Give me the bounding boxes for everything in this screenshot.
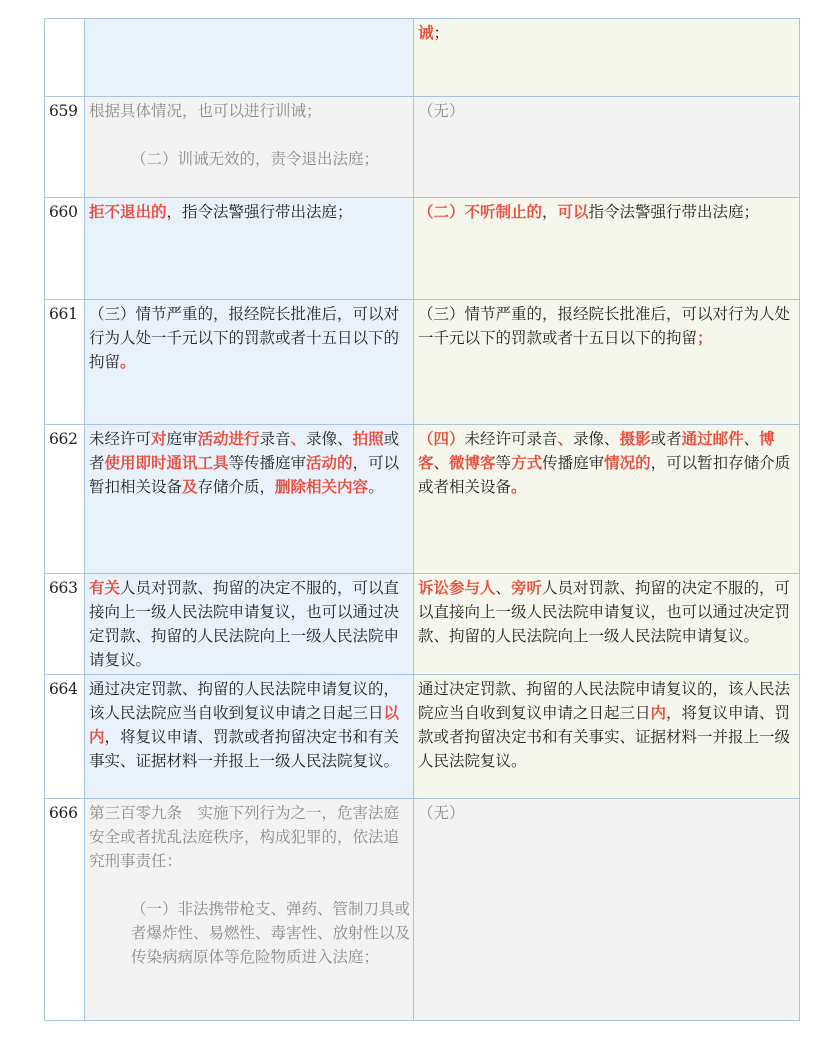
right-cell <box>414 19 800 97</box>
row-number: 660 <box>45 198 85 300</box>
row-number: 666 <box>45 799 85 1021</box>
text-run: 人员对罚款、拘留的决定不服的，可以直接向上一级人民法院申请复议，也可以通过决定罚款、拘留的人民法院向上一级人民法院申请复议。 <box>418 579 791 645</box>
left-cell <box>85 799 414 1021</box>
table-row <box>45 675 800 799</box>
left-cell <box>85 574 414 675</box>
row-number <box>45 19 85 97</box>
cell-paragraph <box>418 302 796 350</box>
text-run: 摄影 <box>619 429 651 448</box>
table-row <box>45 574 800 675</box>
indented-text: （二）训诫无效的，责令退出法庭； <box>131 150 380 168</box>
text-run: 庭审 <box>166 430 198 448</box>
text-run: 、 <box>433 454 450 472</box>
cell-paragraph <box>418 677 796 773</box>
text-run: ，指令法警强行带出法庭； <box>166 203 353 221</box>
text-run: 传播庭审 <box>542 454 605 472</box>
text-run: 等 <box>495 454 512 472</box>
row-number: 659 <box>45 97 85 198</box>
text-run: 对 <box>151 429 167 448</box>
text-run: 使用即时通讯工具 <box>104 453 229 472</box>
text-run: 拒不退出的 <box>89 202 167 221</box>
row-number: 664 <box>45 675 85 799</box>
text-run: ， <box>542 203 558 221</box>
right-cell <box>414 97 800 198</box>
text-run: 活动的 <box>306 453 353 472</box>
left-cell <box>85 675 414 799</box>
text-run: （二）不听制止的 <box>418 202 543 221</box>
text-run: 删除相关内容 <box>275 477 369 496</box>
text-run: 通过决定罚款、拘留的人民法院申请复议的，该人民法院应当自收到复议申请之日起三日 <box>89 680 400 722</box>
text-run: 以内 <box>89 703 400 746</box>
text-run: 通过决定罚款、拘留的人民法院申请复议的，该人民法院应当自收到复议申请之日起三日 <box>418 680 791 722</box>
table-row <box>45 425 800 574</box>
text-run: （三）情节严重的，报经院长批准后，可以对行为人处一千元以下的罚款或者十五日以下的拘留 <box>89 305 400 371</box>
left-cell <box>85 300 414 425</box>
text-run: 未经许可 <box>89 430 152 448</box>
comparison-table <box>44 18 800 1021</box>
table-row <box>45 19 800 97</box>
text-run: 微博客 <box>449 453 496 472</box>
text-run: 。 <box>511 477 527 496</box>
text-run: 、 <box>290 429 307 448</box>
text-run: 可以 <box>557 202 589 221</box>
text-run: 、 <box>495 579 512 597</box>
cell-paragraph: （无） <box>418 804 465 822</box>
text-run: （四） <box>418 429 465 448</box>
left-cell <box>85 97 414 198</box>
text-run: 及 <box>182 477 198 496</box>
left-cell <box>85 19 414 97</box>
row-number: 662 <box>45 425 85 574</box>
cell-paragraph <box>418 427 796 499</box>
left-cell <box>85 198 414 300</box>
text-run: 方式 <box>511 453 543 472</box>
text-run: 诫 <box>418 23 434 42</box>
text-run: 未经许可录音 <box>464 430 558 448</box>
right-cell <box>414 198 800 300</box>
text-run: 录像、 <box>306 430 353 448</box>
right-cell <box>414 574 800 675</box>
cell-paragraph: 根据具体情况，也可以进行训诫； <box>89 102 322 120</box>
text-run: ； <box>697 328 713 347</box>
cell-paragraph <box>89 147 410 171</box>
text-run: 、 <box>557 429 574 448</box>
text-run: 有关 <box>89 578 121 597</box>
text-run: 等传播庭审 <box>228 454 307 472</box>
cell-paragraph <box>418 21 796 45</box>
indented-text: （一）非法携带枪支、弹药、管制刀具或者爆炸性、易燃性、毒害性、放射性以及传染病病原体等危险物质进入法庭； <box>131 900 411 966</box>
right-cell <box>414 300 800 425</box>
cell-paragraph <box>89 302 410 374</box>
right-cell <box>414 675 800 799</box>
text-run: 。 <box>120 352 136 371</box>
text-run: 旁听 <box>511 578 543 597</box>
text-run: ，将复议申请、罚款或者拘留决定书和有关事实、证据材料一并报上一级人民法院复议。 <box>89 728 400 770</box>
cell-paragraph <box>89 200 410 224</box>
right-cell <box>414 425 800 574</box>
row-number: 663 <box>45 574 85 675</box>
text-run: 、 <box>743 430 760 448</box>
cell-paragraph <box>89 427 410 499</box>
cell-paragraph <box>89 576 410 672</box>
table-row <box>45 97 800 198</box>
text-run: 指令法警强行带出法庭； <box>588 203 760 221</box>
cell-paragraph: （无） <box>418 102 465 120</box>
text-run: 。 <box>368 478 384 496</box>
text-run: 通过邮件 <box>681 429 744 448</box>
text-run: 或者 <box>89 430 400 472</box>
text-run: 活动进行 <box>197 429 260 448</box>
text-run: 诉讼参与人 <box>418 578 496 597</box>
text-run: 拍照 <box>352 429 384 448</box>
text-run: 情况的 <box>604 453 651 472</box>
table-row <box>45 300 800 425</box>
text-run: 博客 <box>418 429 775 472</box>
left-cell <box>85 425 414 574</box>
text-run: 录音 <box>259 430 291 448</box>
text-run: 内 <box>650 703 667 722</box>
table-row <box>45 799 800 1021</box>
text-run: ，可以暂扣相关设备 <box>89 454 400 496</box>
cell-paragraph: 第三百零九条 实施下列行为之一，危害法庭安全或者扰乱法庭秩序，构成犯罪的，依法追究刑事责任： <box>89 804 400 870</box>
text-run: （三）情节严重的，报经院长批准后，可以对行为人处一千元以下的罚款或者十五日以下的拘留 <box>418 305 791 347</box>
right-cell <box>414 799 800 1021</box>
text-run: ，可以暂扣存储介质或者相关设备 <box>418 454 791 496</box>
text-run: ，将复议申请、罚款或者拘留决定书和有关事实、证据材料一并报上一级人民法院复议。 <box>418 704 791 770</box>
cell-paragraph <box>89 897 410 969</box>
text-run: 存储介质， <box>197 478 276 496</box>
cell-paragraph <box>418 576 796 648</box>
table-row <box>45 198 800 300</box>
text-run: ； <box>433 24 450 42</box>
text-run: 录像、 <box>573 430 620 448</box>
row-number: 661 <box>45 300 85 425</box>
text-run: 人员对罚款、拘留的决定不服的，可以直接向上一级人民法院申请复议，也可以通过决定罚款、拘留的人民法院向上一级人民法院申请复议。 <box>89 579 400 669</box>
cell-paragraph <box>418 200 796 224</box>
text-run: 或者 <box>650 430 682 448</box>
cell-paragraph <box>89 677 410 773</box>
